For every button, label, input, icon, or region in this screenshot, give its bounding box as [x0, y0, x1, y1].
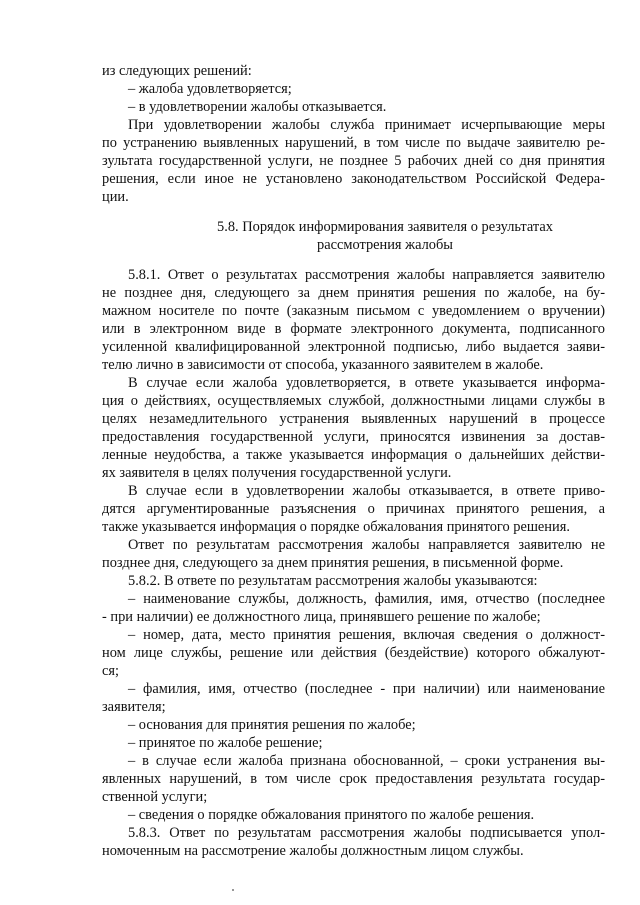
text-line: мажном носителе по почте (заказным письмом с уведомлением о вручении): [102, 303, 605, 319]
text-line: ся;: [102, 663, 120, 679]
text-line: 5.8.1. Ответ о результатах рассмотрения жалобы направляется заявителю: [128, 267, 605, 283]
text-line: из следующих решений:: [102, 63, 252, 79]
text-line: также указывается информация о порядке обжалования принятого решения.: [102, 519, 570, 535]
text-line: – наименование службы, должность, фамилия, имя, отчество (последнее: [128, 591, 605, 607]
text-line: номоченным на рассмотрение жалобы должностным лицом службы.: [102, 843, 524, 859]
text-line: или в электронном виде в формате электронного документа, подписанного: [102, 321, 605, 337]
text-line: целях незамедлительного устранения выявленных нарушений в процессе: [102, 411, 605, 427]
text-line: ях заявителя в целях получения государственной услуги.: [102, 465, 452, 481]
text-line: – основания для принятия решения по жалобе;: [128, 717, 416, 733]
text-line: – сведения о порядке обжалования принятого по жалобе решения.: [128, 807, 535, 823]
text-line: явленных нарушений, в том числе срок предоставления результата государ-: [102, 771, 605, 787]
text-line: - при наличии) ее должностного лица, принявшего решение по жалобе;: [102, 609, 541, 625]
text-line: – принятое по жалобе решение;: [128, 735, 323, 751]
text-line: 5.8.2. В ответе по результатам рассмотрения жалобы указываются:: [128, 573, 538, 589]
scan-speck: [232, 889, 234, 891]
text-line: ция о действиях, осуществляемых службой, должностными лицами службы в: [102, 393, 605, 409]
text-line: дятся аргументированные разъяснения о причинах принятого решения, а: [102, 501, 605, 517]
text-line: В случае если в удовлетворении жалобы отказывается, в ответе приво-: [128, 483, 605, 499]
text-line: по устранению выявленных нарушений, в том числе по выдаче заявителю ре-: [102, 135, 605, 151]
section-heading: 5.8. Порядок информирования заявителя о результатах: [217, 219, 553, 235]
text-line: – в удовлетворении жалобы отказывается.: [128, 99, 387, 115]
section-heading: рассмотрения жалобы: [317, 237, 453, 253]
text-line: усиленной квалифицированной электронной подписью, либо выдается заяви-: [102, 339, 605, 355]
text-line: – фамилия, имя, отчество (последнее - при наличии) или наименование: [128, 681, 605, 697]
text-line: телю лично в зависимости от способа, указанного заявителем в жалобе.: [102, 357, 544, 373]
text-line: В случае если жалоба удовлетворяется, в ответе указывается информа-: [128, 375, 605, 391]
text-line: решения, если иное не установлено законодательством Российской Федера-: [102, 171, 605, 187]
text-line: не позднее дня, следующего за днем принятия решения по жалобе, на бу-: [102, 285, 605, 301]
text-line: 5.8.3. Ответ по результатам рассмотрения жалобы подписывается упол-: [128, 825, 605, 841]
text-line: зультата государственной услуги, не позднее 5 рабочих дней со дня принятия: [102, 153, 605, 169]
text-line: предоставления государственной услуги, приносятся извинения за достав-: [102, 429, 605, 445]
text-line: – номер, дата, место принятия решения, включая сведения о должност-: [128, 627, 605, 643]
text-line: Ответ по результатам рассмотрения жалобы направляется заявителю не: [128, 537, 605, 553]
text-line: позднее дня, следующего за днем принятия решения, в письменной форме.: [102, 555, 564, 571]
text-line: ции.: [102, 189, 129, 205]
text-line: – жалоба удовлетворяется;: [128, 81, 292, 97]
text-line: ном лице службы, решение или действия (бездействие) которого обжалуют-: [102, 645, 605, 661]
text-line: – в случае если жалоба признана обоснованной, – сроки устранения вы-: [128, 753, 605, 769]
text-line: При удовлетворении жалобы служба принимает исчерпывающие меры: [128, 117, 605, 133]
text-line: ственной услуги;: [102, 789, 208, 805]
text-line: ленные неудобства, а также указывается информация о дальнейших действи-: [102, 447, 605, 463]
text-line: заявителя;: [102, 699, 166, 715]
